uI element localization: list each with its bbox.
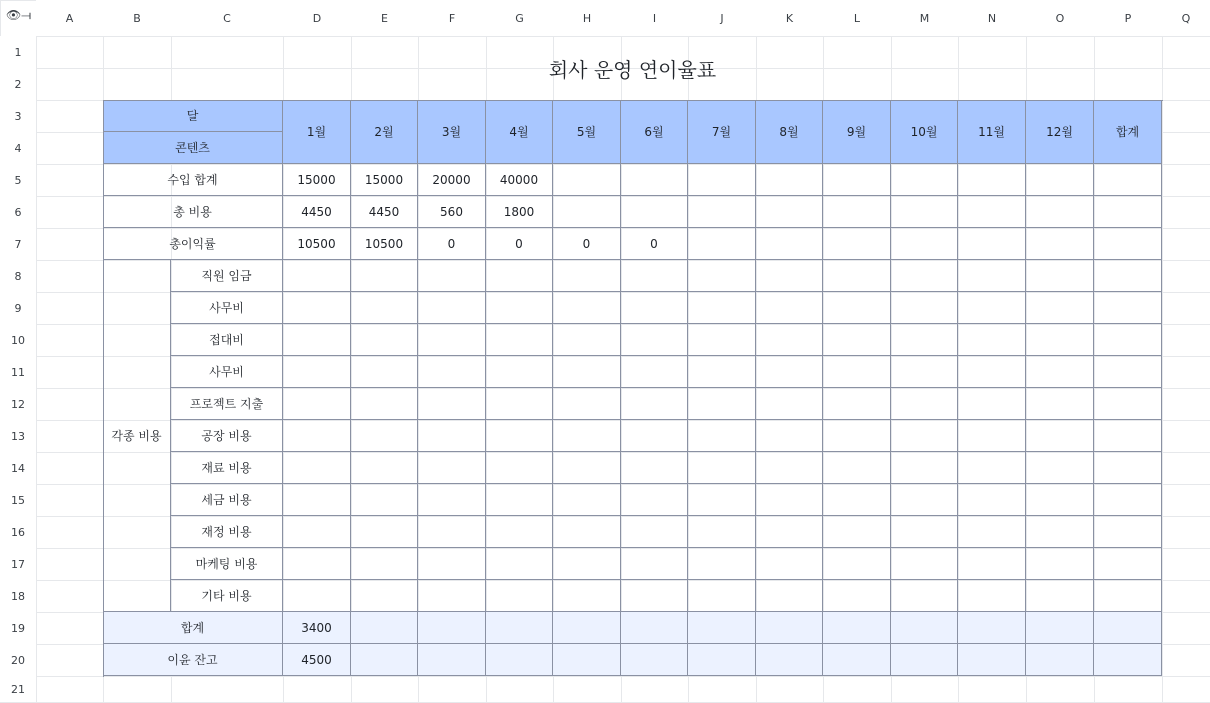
eye-icon[interactable]: 👁 — [6, 8, 22, 22]
data-cell[interactable] — [1026, 356, 1094, 388]
row-header-6[interactable]: 6 — [0, 196, 36, 228]
data-cell[interactable] — [418, 324, 486, 356]
column-header-I[interactable]: I — [621, 0, 688, 36]
data-cell[interactable] — [621, 580, 688, 612]
grid-line — [0, 676, 1210, 677]
row-header-16[interactable]: 16 — [0, 516, 36, 548]
data-cell[interactable] — [1026, 484, 1094, 516]
column-header-A[interactable]: A — [36, 0, 103, 36]
data-cell[interactable] — [553, 356, 621, 388]
data-cell[interactable] — [418, 516, 486, 548]
data-cell[interactable] — [553, 580, 621, 612]
grid-line — [1162, 0, 1163, 702]
data-cell[interactable]: 10500 — [351, 228, 418, 260]
expense-group-label[interactable]: 각종 비용 — [103, 260, 171, 612]
data-cell[interactable] — [756, 228, 823, 260]
data-cell[interactable] — [553, 548, 621, 580]
row-header-19[interactable]: 19 — [0, 612, 36, 644]
data-cell[interactable] — [486, 644, 553, 676]
data-cell[interactable] — [1026, 228, 1094, 260]
data-cell[interactable] — [891, 196, 958, 228]
data-cell[interactable] — [823, 644, 891, 676]
data-cell[interactable] — [486, 484, 553, 516]
data-cell[interactable] — [756, 164, 823, 196]
data-cell[interactable] — [958, 548, 1026, 580]
data-cell[interactable] — [688, 228, 756, 260]
data-cell[interactable] — [891, 612, 958, 644]
data-cell[interactable] — [756, 580, 823, 612]
data-cell[interactable] — [958, 484, 1026, 516]
data-cell[interactable] — [891, 452, 958, 484]
data-cell[interactable] — [823, 292, 891, 324]
data-cell[interactable] — [756, 548, 823, 580]
data-cell[interactable] — [553, 516, 621, 548]
column-header-M[interactable]: M — [891, 0, 958, 36]
data-cell[interactable] — [1094, 420, 1162, 452]
row-header-14[interactable]: 14 — [0, 452, 36, 484]
data-cell[interactable] — [553, 260, 621, 292]
data-cell[interactable]: 0 — [418, 228, 486, 260]
data-cell[interactable] — [891, 292, 958, 324]
data-cell[interactable] — [553, 452, 621, 484]
data-cell[interactable] — [891, 516, 958, 548]
data-cell[interactable] — [553, 292, 621, 324]
data-cell[interactable] — [486, 292, 553, 324]
data-cell[interactable] — [756, 260, 823, 292]
data-cell[interactable] — [823, 388, 891, 420]
month-header-6[interactable]: 6월 — [621, 100, 688, 164]
data-cell[interactable] — [688, 260, 756, 292]
month-header-2[interactable]: 2월 — [351, 100, 418, 164]
data-cell[interactable]: 4450 — [351, 196, 418, 228]
data-cell[interactable] — [891, 164, 958, 196]
row-header-4[interactable]: 4 — [0, 132, 36, 164]
data-cell[interactable] — [1094, 324, 1162, 356]
expense-item-label[interactable]: 재료 비용 — [171, 452, 283, 484]
data-cell[interactable] — [958, 356, 1026, 388]
row-header-5[interactable]: 5 — [0, 164, 36, 196]
column-header-K[interactable]: K — [756, 0, 823, 36]
expense-item-label[interactable]: 재정 비용 — [171, 516, 283, 548]
data-cell[interactable] — [621, 356, 688, 388]
data-cell[interactable] — [1026, 196, 1094, 228]
data-cell[interactable] — [418, 292, 486, 324]
data-cell[interactable] — [351, 292, 418, 324]
data-cell[interactable] — [823, 612, 891, 644]
data-cell[interactable] — [958, 196, 1026, 228]
expense-item-label[interactable]: 접대비 — [171, 324, 283, 356]
data-cell[interactable] — [688, 292, 756, 324]
column-header-B[interactable]: B — [103, 0, 171, 36]
data-cell[interactable] — [688, 548, 756, 580]
data-cell[interactable] — [1094, 388, 1162, 420]
month-label[interactable]: 달 — [103, 100, 283, 132]
data-cell[interactable] — [823, 548, 891, 580]
row-header-3[interactable]: 3 — [0, 100, 36, 132]
data-cell[interactable] — [823, 452, 891, 484]
data-cell[interactable]: 0 — [621, 228, 688, 260]
row-header-11[interactable]: 11 — [0, 356, 36, 388]
data-cell[interactable] — [891, 356, 958, 388]
expense-item-label[interactable]: 프로젝트 지출 — [171, 388, 283, 420]
column-header-D[interactable]: D — [283, 0, 351, 36]
data-cell[interactable] — [1094, 356, 1162, 388]
data-cell[interactable] — [958, 644, 1026, 676]
data-cell[interactable] — [486, 516, 553, 548]
month-header-5[interactable]: 5월 — [553, 100, 621, 164]
data-cell[interactable] — [688, 484, 756, 516]
data-cell[interactable]: 15000 — [351, 164, 418, 196]
data-cell[interactable] — [621, 516, 688, 548]
row-header-1[interactable]: 1 — [0, 36, 36, 68]
data-cell[interactable] — [351, 388, 418, 420]
data-cell[interactable] — [418, 452, 486, 484]
data-cell[interactable] — [688, 164, 756, 196]
data-cell[interactable] — [283, 548, 351, 580]
data-cell[interactable] — [283, 420, 351, 452]
data-cell[interactable] — [958, 580, 1026, 612]
column-header-L[interactable]: L — [823, 0, 891, 36]
data-cell[interactable] — [621, 292, 688, 324]
month-header-10[interactable]: 10월 — [891, 100, 958, 164]
row-header-9[interactable]: 9 — [0, 292, 36, 324]
data-cell[interactable] — [553, 388, 621, 420]
data-cell[interactable] — [283, 292, 351, 324]
data-cell[interactable] — [1026, 388, 1094, 420]
data-cell[interactable] — [891, 388, 958, 420]
data-cell[interactable] — [1094, 452, 1162, 484]
data-cell[interactable]: 560 — [418, 196, 486, 228]
data-cell[interactable] — [351, 516, 418, 548]
data-cell[interactable] — [1026, 324, 1094, 356]
month-header-3[interactable]: 3월 — [418, 100, 486, 164]
data-cell[interactable] — [1094, 292, 1162, 324]
data-cell[interactable] — [621, 260, 688, 292]
data-cell[interactable] — [1026, 644, 1094, 676]
data-cell[interactable] — [688, 612, 756, 644]
data-cell[interactable] — [1094, 516, 1162, 548]
data-cell[interactable] — [351, 452, 418, 484]
column-header-E[interactable]: E — [351, 0, 418, 36]
month-header-8[interactable]: 8월 — [756, 100, 823, 164]
data-cell[interactable] — [1094, 484, 1162, 516]
column-header-J[interactable]: J — [688, 0, 756, 36]
data-cell[interactable] — [958, 292, 1026, 324]
data-cell[interactable]: 1800 — [486, 196, 553, 228]
column-header-G[interactable]: G — [486, 0, 553, 36]
column-header-P[interactable]: P — [1094, 0, 1162, 36]
data-cell[interactable] — [283, 388, 351, 420]
summary-label[interactable]: 수입 합계 — [103, 164, 283, 196]
footer-label[interactable]: 이윤 잔고 — [103, 644, 283, 676]
data-cell[interactable] — [891, 484, 958, 516]
data-cell[interactable] — [553, 164, 621, 196]
data-cell[interactable]: 20000 — [418, 164, 486, 196]
data-cell[interactable] — [1026, 260, 1094, 292]
data-cell[interactable] — [1026, 548, 1094, 580]
data-cell[interactable] — [1094, 260, 1162, 292]
column-header-O[interactable]: O — [1026, 0, 1094, 36]
data-cell[interactable] — [891, 260, 958, 292]
data-cell[interactable] — [553, 196, 621, 228]
data-cell[interactable] — [756, 612, 823, 644]
data-cell[interactable] — [486, 388, 553, 420]
data-cell[interactable] — [351, 420, 418, 452]
data-cell[interactable]: 0 — [553, 228, 621, 260]
data-cell[interactable] — [688, 196, 756, 228]
row-header-12[interactable]: 12 — [0, 388, 36, 420]
data-cell[interactable] — [823, 356, 891, 388]
data-cell[interactable] — [688, 324, 756, 356]
data-cell[interactable] — [958, 388, 1026, 420]
data-cell[interactable] — [351, 612, 418, 644]
data-cell[interactable] — [823, 324, 891, 356]
data-cell[interactable] — [756, 484, 823, 516]
total-header[interactable]: 합계 — [1094, 100, 1162, 164]
data-cell[interactable] — [1094, 612, 1162, 644]
data-cell[interactable]: 3400 — [283, 612, 351, 644]
data-cell[interactable] — [351, 356, 418, 388]
data-cell[interactable] — [351, 324, 418, 356]
data-cell[interactable] — [823, 260, 891, 292]
data-cell[interactable] — [283, 580, 351, 612]
data-cell[interactable] — [418, 580, 486, 612]
data-cell[interactable] — [958, 420, 1026, 452]
data-cell[interactable] — [958, 324, 1026, 356]
data-cell[interactable] — [1094, 228, 1162, 260]
data-cell[interactable] — [351, 548, 418, 580]
data-cell[interactable] — [823, 516, 891, 548]
data-cell[interactable] — [958, 260, 1026, 292]
data-cell[interactable] — [958, 612, 1026, 644]
grid-line — [36, 0, 37, 702]
data-cell[interactable]: 4450 — [283, 196, 351, 228]
data-cell[interactable] — [1026, 452, 1094, 484]
expense-item-label[interactable]: 직원 임금 — [171, 260, 283, 292]
data-cell[interactable] — [621, 164, 688, 196]
expense-item-label[interactable]: 사무비 — [171, 356, 283, 388]
data-cell[interactable] — [688, 420, 756, 452]
data-cell[interactable] — [621, 644, 688, 676]
freeze-icon[interactable]: ⟞ — [21, 8, 32, 22]
data-cell[interactable] — [1094, 644, 1162, 676]
data-cell[interactable] — [621, 452, 688, 484]
data-cell[interactable] — [418, 484, 486, 516]
row-header-2[interactable]: 2 — [0, 68, 36, 100]
row-header-18[interactable]: 18 — [0, 580, 36, 612]
data-cell[interactable] — [756, 324, 823, 356]
data-cell[interactable] — [418, 548, 486, 580]
data-cell[interactable] — [823, 580, 891, 612]
data-cell[interactable] — [621, 484, 688, 516]
data-cell[interactable] — [553, 420, 621, 452]
data-cell[interactable] — [351, 644, 418, 676]
data-cell[interactable] — [958, 452, 1026, 484]
data-cell[interactable] — [1026, 612, 1094, 644]
data-cell[interactable] — [958, 228, 1026, 260]
expense-item-label[interactable]: 세금 비용 — [171, 484, 283, 516]
data-cell[interactable] — [621, 420, 688, 452]
data-cell[interactable] — [688, 644, 756, 676]
data-cell[interactable] — [418, 356, 486, 388]
data-cell[interactable] — [688, 580, 756, 612]
data-cell[interactable]: 10500 — [283, 228, 351, 260]
data-cell[interactable] — [486, 548, 553, 580]
data-cell[interactable] — [891, 580, 958, 612]
column-header-H[interactable]: H — [553, 0, 621, 36]
data-cell[interactable] — [418, 612, 486, 644]
data-cell[interactable] — [418, 388, 486, 420]
data-cell[interactable] — [823, 228, 891, 260]
sheet-title[interactable]: 회사 운영 연이율표 — [548, 57, 717, 82]
data-cell[interactable] — [756, 644, 823, 676]
data-cell[interactable]: 4500 — [283, 644, 351, 676]
data-cell[interactable] — [891, 420, 958, 452]
data-cell[interactable] — [621, 196, 688, 228]
data-cell[interactable] — [283, 484, 351, 516]
data-cell[interactable] — [891, 228, 958, 260]
month-header-12[interactable]: 12월 — [1026, 100, 1094, 164]
data-cell[interactable] — [1026, 580, 1094, 612]
data-cell[interactable] — [1026, 420, 1094, 452]
data-cell[interactable] — [283, 516, 351, 548]
month-header-7[interactable]: 7월 — [688, 100, 756, 164]
data-cell[interactable] — [823, 164, 891, 196]
data-cell[interactable] — [1026, 164, 1094, 196]
data-cell[interactable] — [756, 388, 823, 420]
column-header-Q[interactable]: Q — [1162, 0, 1210, 36]
month-header-1[interactable]: 1월 — [283, 100, 351, 164]
data-cell[interactable] — [351, 260, 418, 292]
data-cell[interactable] — [553, 324, 621, 356]
row-header-20[interactable]: 20 — [0, 644, 36, 676]
data-cell[interactable] — [486, 324, 553, 356]
row-header-13[interactable]: 13 — [0, 420, 36, 452]
data-cell[interactable] — [688, 452, 756, 484]
data-cell[interactable] — [351, 484, 418, 516]
data-cell[interactable] — [823, 484, 891, 516]
month-header-9[interactable]: 9월 — [823, 100, 891, 164]
data-cell[interactable] — [756, 420, 823, 452]
data-cell[interactable] — [283, 452, 351, 484]
data-cell[interactable] — [823, 196, 891, 228]
data-cell[interactable] — [553, 644, 621, 676]
data-cell[interactable] — [621, 388, 688, 420]
summary-label[interactable]: 총이익률 — [103, 228, 283, 260]
data-cell[interactable] — [486, 420, 553, 452]
expense-item-label[interactable]: 마케팅 비용 — [171, 548, 283, 580]
data-cell[interactable] — [756, 292, 823, 324]
data-cell[interactable] — [418, 420, 486, 452]
data-cell[interactable] — [891, 324, 958, 356]
data-cell[interactable] — [486, 580, 553, 612]
row-header-8[interactable]: 8 — [0, 260, 36, 292]
data-cell[interactable] — [486, 356, 553, 388]
expense-item-label[interactable]: 공장 비용 — [171, 420, 283, 452]
data-cell[interactable] — [756, 356, 823, 388]
data-cell[interactable] — [486, 612, 553, 644]
column-header-N[interactable]: N — [958, 0, 1026, 36]
expense-item-label[interactable]: 기타 비용 — [171, 580, 283, 612]
data-cell[interactable] — [486, 260, 553, 292]
data-cell[interactable] — [823, 420, 891, 452]
data-cell[interactable] — [756, 196, 823, 228]
data-cell[interactable] — [688, 388, 756, 420]
data-cell[interactable] — [891, 644, 958, 676]
data-cell[interactable] — [418, 644, 486, 676]
data-cell[interactable]: 15000 — [283, 164, 351, 196]
row-header-7[interactable]: 7 — [0, 228, 36, 260]
data-cell[interactable] — [1094, 196, 1162, 228]
content-label[interactable]: 콘텐츠 — [103, 132, 283, 164]
data-cell[interactable] — [688, 356, 756, 388]
data-cell[interactable] — [756, 516, 823, 548]
data-cell[interactable] — [621, 612, 688, 644]
data-cell[interactable] — [283, 324, 351, 356]
data-cell[interactable] — [688, 516, 756, 548]
data-cell[interactable] — [351, 580, 418, 612]
data-cell[interactable] — [891, 548, 958, 580]
column-header-C[interactable]: C — [171, 0, 283, 36]
footer-label[interactable]: 합계 — [103, 612, 283, 644]
data-cell[interactable]: 40000 — [486, 164, 553, 196]
data-cell[interactable] — [553, 484, 621, 516]
data-cell[interactable] — [958, 164, 1026, 196]
data-cell[interactable] — [283, 356, 351, 388]
data-cell[interactable] — [1094, 580, 1162, 612]
column-header-F[interactable]: F — [418, 0, 486, 36]
data-cell[interactable] — [1026, 516, 1094, 548]
row-header-21[interactable]: 21 — [0, 676, 36, 702]
data-cell[interactable] — [553, 612, 621, 644]
row-header-17[interactable]: 17 — [0, 548, 36, 580]
row-header-10[interactable]: 10 — [0, 324, 36, 356]
data-cell[interactable] — [1026, 292, 1094, 324]
data-cell[interactable]: 0 — [486, 228, 553, 260]
row-header-15[interactable]: 15 — [0, 484, 36, 516]
data-cell[interactable] — [1094, 164, 1162, 196]
data-cell[interactable] — [756, 452, 823, 484]
data-cell[interactable] — [418, 260, 486, 292]
summary-label[interactable]: 총 비용 — [103, 196, 283, 228]
month-header-11[interactable]: 11월 — [958, 100, 1026, 164]
data-cell[interactable] — [486, 452, 553, 484]
expense-item-label[interactable]: 사무비 — [171, 292, 283, 324]
data-cell[interactable] — [1094, 548, 1162, 580]
data-cell[interactable] — [958, 516, 1026, 548]
corner-controls[interactable] — [6, 8, 31, 23]
data-cell[interactable] — [621, 324, 688, 356]
data-cell[interactable] — [283, 260, 351, 292]
data-cell[interactable] — [621, 548, 688, 580]
month-header-4[interactable]: 4월 — [486, 100, 553, 164]
